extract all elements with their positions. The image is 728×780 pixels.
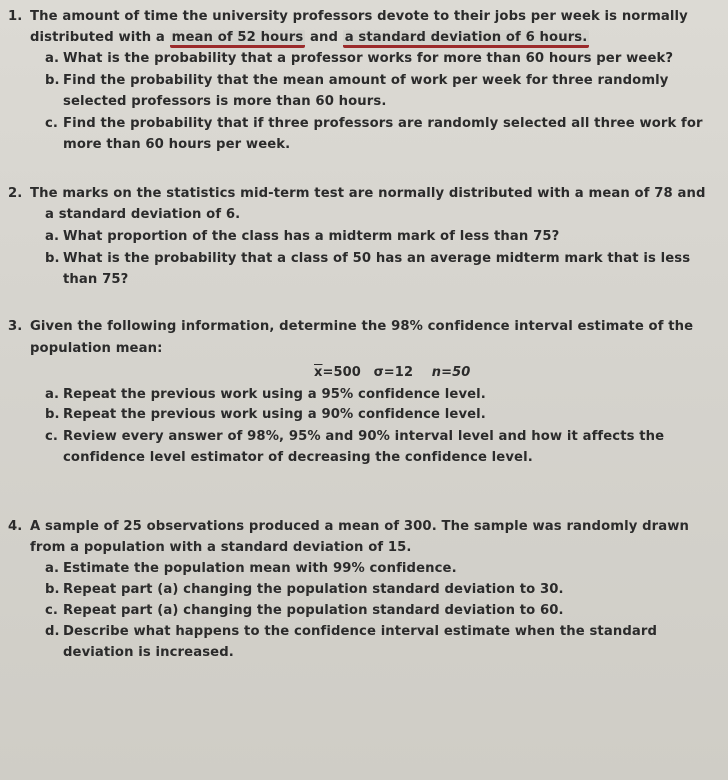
question-text-line: Given the following information, determine the 98% confidence interval estimate of the bbox=[30, 319, 694, 334]
sub-text-line: deviation is increased. bbox=[63, 645, 234, 660]
sample-mean-value: =500 bbox=[322, 365, 361, 380]
sub-label: b. bbox=[45, 73, 60, 88]
sub-text-line: What proportion of the class has a midterm mark of less than 75? bbox=[63, 229, 560, 244]
text-segment: distributed with a bbox=[30, 30, 170, 45]
sample-mean-symbol: $\overline{x}$ bbox=[314, 365, 323, 380]
sub-label: b. bbox=[45, 407, 60, 422]
sub-text-line: Review every answer of 98%, 95% and 90% interval level and how it affects the bbox=[63, 429, 665, 444]
sub-label: c. bbox=[45, 603, 59, 618]
question-number: 4. bbox=[8, 519, 23, 534]
question-text-line: a standard deviation of 6. bbox=[45, 207, 241, 222]
sub-text-line: Repeat the previous work using a 95% confidence level. bbox=[63, 387, 486, 402]
given-values bbox=[314, 362, 470, 383]
sub-text-line: selected professors is more than 60 hours. bbox=[63, 94, 387, 109]
sub-text-line: What is the probability that a class of 50 has an average midterm mark that is less bbox=[63, 251, 691, 266]
sub-text-line: What is the probability that a professor works for more than 60 hours per week? bbox=[63, 51, 674, 66]
text-segment: and bbox=[305, 30, 343, 45]
question-number: 1. bbox=[8, 9, 23, 24]
sub-text-line: Repeat part (a) changing the population standard deviation to 30. bbox=[63, 582, 564, 597]
sub-label: c. bbox=[45, 116, 59, 131]
sub-label: a. bbox=[45, 229, 60, 244]
question-text-line: from a population with a standard deviation of 15. bbox=[30, 540, 412, 555]
sub-label: b. bbox=[45, 582, 60, 597]
question-text-line: A sample of 25 observations produced a mean of 300. The sample was randomly drawn bbox=[30, 519, 689, 534]
question-text-line bbox=[30, 27, 589, 48]
sub-label: b. bbox=[45, 251, 60, 266]
highlighted-mean: mean of 52 hours bbox=[170, 30, 306, 48]
question-text-line: The marks on the statistics mid-term test are normally distributed with a mean of 78 and bbox=[30, 186, 706, 201]
sub-label: a. bbox=[45, 51, 60, 66]
sub-label: d. bbox=[45, 624, 60, 639]
sub-text-line: Find the probability that if three professors are randomly selected all three work for bbox=[63, 116, 703, 131]
question-number: 2. bbox=[8, 186, 23, 201]
sub-label: a. bbox=[45, 387, 60, 402]
sub-text-line: confidence level estimator of decreasing the confidence level. bbox=[63, 450, 533, 465]
sub-text-line: Estimate the population mean with 99% confidence. bbox=[63, 561, 457, 576]
sub-text-line: Describe what happens to the confidence interval estimate when the standard bbox=[63, 624, 658, 639]
sub-text-line: Repeat the previous work using a 90% confidence level. bbox=[63, 407, 486, 422]
sub-text-line: than 75? bbox=[63, 272, 129, 287]
question-text-line: The amount of time the university professors devote to their jobs per week is normally bbox=[30, 9, 688, 24]
sub-label: c. bbox=[45, 429, 59, 444]
sub-text-line: Repeat part (a) changing the population standard deviation to 60. bbox=[63, 603, 564, 618]
question-text-line: population mean: bbox=[30, 341, 163, 356]
sub-text-line: Find the probability that the mean amount of work per week for three randomly bbox=[63, 73, 669, 88]
sigma-value: σ=12 bbox=[373, 365, 414, 380]
sub-label: a. bbox=[45, 561, 60, 576]
question-number: 3. bbox=[8, 319, 23, 334]
sub-text-line: more than 60 hours per week. bbox=[63, 137, 291, 152]
n-value: n=50 bbox=[431, 365, 471, 380]
highlighted-std-dev: a standard deviation of 6 hours. bbox=[343, 30, 590, 48]
